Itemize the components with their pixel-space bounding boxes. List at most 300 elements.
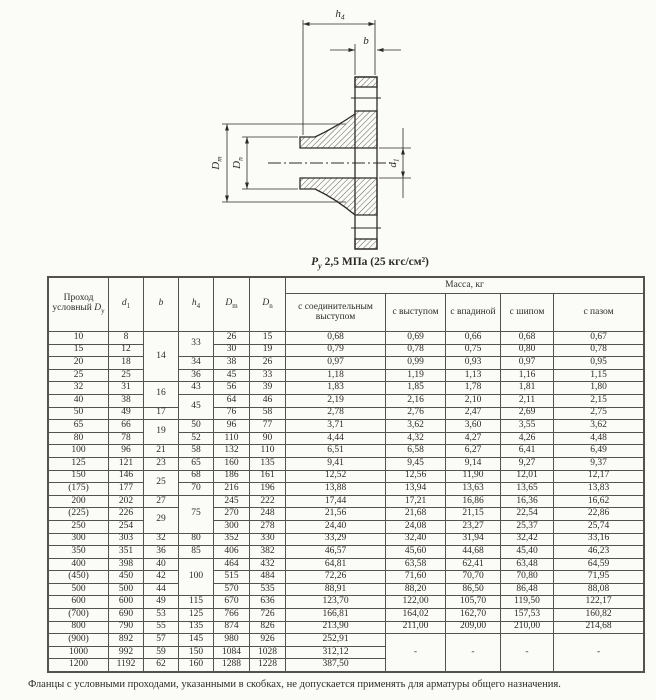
- cell-dy: (450): [49, 571, 109, 584]
- cell-b: 55: [144, 621, 179, 634]
- cell-dn: 330: [250, 533, 286, 546]
- cell-dm: 766: [214, 609, 250, 622]
- cell-dm: 300: [214, 520, 250, 533]
- cell-mass-joint: 3,71: [286, 420, 386, 433]
- cell-mass-protrusion: 9,45: [386, 457, 446, 470]
- dim-label-h4: $h_4$: [335, 8, 345, 22]
- cell-mass-protrusion: 17,21: [386, 495, 446, 508]
- cell-dn: 196: [250, 483, 286, 496]
- cell-d1: 600: [109, 596, 144, 609]
- cell-dm: 110: [214, 432, 250, 445]
- cell-dy: 15: [49, 344, 109, 357]
- cell-mass-recess: 70,70: [446, 571, 501, 584]
- cell-dm: 76: [214, 407, 250, 420]
- cell-b: 32: [144, 533, 179, 546]
- cell-mass-recess: 1,13: [446, 369, 501, 382]
- cell-mass-groove: 4,48: [554, 432, 644, 445]
- cell-mass-groove: 1,80: [554, 382, 644, 395]
- cell-dm: 406: [214, 546, 250, 559]
- cell-b: 40: [144, 558, 179, 571]
- cell-mass-joint: 13,88: [286, 483, 386, 496]
- cell-mass-tenon: 0,80: [501, 344, 554, 357]
- cell-mass-groove: 33,16: [554, 533, 644, 546]
- cell-dy: 250: [49, 520, 109, 533]
- cell-mass-groove: -: [554, 634, 644, 672]
- cell-mass-joint: 9,41: [286, 457, 386, 470]
- cell-d1: 450: [109, 571, 144, 584]
- cell-mass-protrusion: 71,60: [386, 571, 446, 584]
- ring-top-tip: [355, 77, 377, 87]
- cell-b: 21: [144, 445, 179, 458]
- cell-b: 59: [144, 646, 179, 659]
- cell-mass-tenon: 70,80: [501, 571, 554, 584]
- col-header-d1: $d_1$: [109, 278, 144, 332]
- table-row: [49, 546, 644, 559]
- table-row: [49, 470, 644, 483]
- col-header-dn: $D_n$: [250, 278, 286, 332]
- cell-h4: 68: [179, 470, 214, 483]
- table-row: [49, 621, 644, 634]
- cell-mass-groove: 0,67: [554, 332, 644, 345]
- cell-dn: 33: [250, 369, 286, 382]
- pressure-caption: $P_у$ 2,5 МПа (25 кгс/см²): [311, 256, 429, 271]
- cell-d1: 992: [109, 646, 144, 659]
- cell-mass-tenon: 16,36: [501, 495, 554, 508]
- cell-mass-protrusion: 0,78: [386, 344, 446, 357]
- cell-dy: 65: [49, 420, 109, 433]
- cell-mass-recess: 2,47: [446, 407, 501, 420]
- cell-mass-tenon: 9,27: [501, 457, 554, 470]
- cell-mass-joint: 123,70: [286, 596, 386, 609]
- cell-dm: 1084: [214, 646, 250, 659]
- col-header-mass-group: Масса, кг: [286, 278, 644, 294]
- cell-mass-groove: 160,82: [554, 609, 644, 622]
- cell-h4: 36: [179, 369, 214, 382]
- body-upper-half: [300, 111, 377, 148]
- cell-dn: 77: [250, 420, 286, 433]
- cell-mass-protrusion: 32,40: [386, 533, 446, 546]
- cell-mass-tenon: 22,54: [501, 508, 554, 521]
- cell-d1: 38: [109, 394, 144, 407]
- cell-mass-protrusion: 63,58: [386, 558, 446, 571]
- cell-dy: (900): [49, 634, 109, 647]
- cell-mass-groove: 1,15: [554, 369, 644, 382]
- cell-d1: 78: [109, 432, 144, 445]
- cell-d1: 146: [109, 470, 144, 483]
- cell-h4: 33: [179, 332, 214, 357]
- cell-mass-protrusion: 21,68: [386, 508, 446, 521]
- cell-mass-protrusion: 0,69: [386, 332, 446, 345]
- table-row: [49, 445, 644, 458]
- table-row: [49, 407, 644, 420]
- cell-dy: 400: [49, 558, 109, 571]
- cell-dm: 186: [214, 470, 250, 483]
- cell-mass-recess: 16,86: [446, 495, 501, 508]
- cell-dy: 25: [49, 369, 109, 382]
- table-row: [49, 508, 644, 521]
- cell-mass-tenon: 157,53: [501, 609, 554, 622]
- cell-dn: 432: [250, 558, 286, 571]
- cell-b: 29: [144, 508, 179, 533]
- cell-dm: 270: [214, 508, 250, 521]
- cell-mass-tenon: 6,41: [501, 445, 554, 458]
- cell-mass-protrusion: 88,20: [386, 583, 446, 596]
- cell-dy: 500: [49, 583, 109, 596]
- cell-d1: 49: [109, 407, 144, 420]
- cell-dy: 1200: [49, 659, 109, 672]
- table-row: [49, 457, 644, 470]
- cell-dm: 670: [214, 596, 250, 609]
- cell-b: 36: [144, 546, 179, 559]
- cell-dn: 636: [250, 596, 286, 609]
- table-row: [49, 344, 644, 357]
- cell-mass-joint: 1,83: [286, 382, 386, 395]
- cell-d1: 254: [109, 520, 144, 533]
- cell-dy: (175): [49, 483, 109, 496]
- cell-mass-joint: 387,50: [286, 659, 386, 672]
- cell-mass-protrusion: 3,62: [386, 420, 446, 433]
- cell-dn: 58: [250, 407, 286, 420]
- cell-dy: 150: [49, 470, 109, 483]
- cell-mass-joint: 1,18: [286, 369, 386, 382]
- cell-mass-tenon: -: [501, 634, 554, 672]
- cell-b: 44: [144, 583, 179, 596]
- cell-dn: 826: [250, 621, 286, 634]
- cell-dm: 132: [214, 445, 250, 458]
- cell-h4: 45: [179, 394, 214, 419]
- col-header-mass-joint: с соединительным выступом: [286, 294, 386, 332]
- cell-h4: 70: [179, 483, 214, 496]
- cell-mass-tenon: 32,42: [501, 533, 554, 546]
- cell-mass-recess: 209,00: [446, 621, 501, 634]
- cell-mass-tenon: 3,55: [501, 420, 554, 433]
- cell-dy: 800: [49, 621, 109, 634]
- cell-mass-tenon: 119,50: [501, 596, 554, 609]
- cell-mass-protrusion: 2,76: [386, 407, 446, 420]
- cell-mass-recess: 0,93: [446, 357, 501, 370]
- cell-dn: 535: [250, 583, 286, 596]
- cell-dy: (225): [49, 508, 109, 521]
- pressure-symbol: P: [311, 256, 319, 268]
- cell-b: 19: [144, 420, 179, 445]
- cell-dn: 46: [250, 394, 286, 407]
- cell-mass-joint: 213,90: [286, 621, 386, 634]
- cell-mass-recess: 62,41: [446, 558, 501, 571]
- cell-dy: 50: [49, 407, 109, 420]
- cell-mass-recess: 0,75: [446, 344, 501, 357]
- cell-mass-joint: 88,91: [286, 583, 386, 596]
- dim-label-b: b: [363, 35, 369, 47]
- cell-mass-protrusion: 1,19: [386, 369, 446, 382]
- cell-h4: 160: [179, 659, 214, 672]
- cell-mass-protrusion: 6,58: [386, 445, 446, 458]
- cell-dm: 464: [214, 558, 250, 571]
- cell-dn: 26: [250, 357, 286, 370]
- cell-dn: 39: [250, 382, 286, 395]
- cell-h4: 85: [179, 546, 214, 559]
- cell-dn: 926: [250, 634, 286, 647]
- cell-mass-tenon: 25,37: [501, 520, 554, 533]
- cell-dn: 278: [250, 520, 286, 533]
- cell-mass-groove: 16,62: [554, 495, 644, 508]
- cell-dm: 56: [214, 382, 250, 395]
- cell-d1: 66: [109, 420, 144, 433]
- cell-mass-recess: -: [446, 634, 501, 672]
- cell-mass-groove: 2,75: [554, 407, 644, 420]
- cell-mass-joint: 64,81: [286, 558, 386, 571]
- cell-d1: 177: [109, 483, 144, 496]
- cell-h4: 65: [179, 457, 214, 470]
- cell-mass-joint: 46,57: [286, 546, 386, 559]
- table-row: [49, 571, 644, 584]
- flange-table-body: [49, 332, 644, 672]
- cell-h4: 50: [179, 420, 214, 433]
- cell-mass-recess: 3,60: [446, 420, 501, 433]
- cell-dn: 161: [250, 470, 286, 483]
- cell-dm: 245: [214, 495, 250, 508]
- cell-mass-groove: 64,59: [554, 558, 644, 571]
- cell-dn: 135: [250, 457, 286, 470]
- cell-dy: (700): [49, 609, 109, 622]
- cell-dy: 100: [49, 445, 109, 458]
- cell-h4: 75: [179, 495, 214, 533]
- table-row: [49, 596, 644, 609]
- cell-d1: 690: [109, 609, 144, 622]
- cell-mass-recess: 162,70: [446, 609, 501, 622]
- cell-mass-protrusion: 2,16: [386, 394, 446, 407]
- cell-dm: 1288: [214, 659, 250, 672]
- cell-b: 42: [144, 571, 179, 584]
- cell-b: 57: [144, 634, 179, 647]
- cell-d1: 96: [109, 445, 144, 458]
- cell-dn: 222: [250, 495, 286, 508]
- cell-mass-groove: 71,95: [554, 571, 644, 584]
- cell-dm: 26: [214, 332, 250, 345]
- cell-dy: 80: [49, 432, 109, 445]
- cell-mass-recess: 13,63: [446, 483, 501, 496]
- cell-mass-recess: 1,78: [446, 382, 501, 395]
- cell-h4: 80: [179, 533, 214, 546]
- table-row: [49, 432, 644, 445]
- cell-dm: 980: [214, 634, 250, 647]
- col-header-mass-protrusion: с выступом: [386, 294, 446, 332]
- dim-label-dm: $D_m$: [210, 156, 224, 170]
- cell-mass-tenon: 210,00: [501, 621, 554, 634]
- cell-mass-joint: 0,79: [286, 344, 386, 357]
- cell-mass-protrusion: 4,32: [386, 432, 446, 445]
- cell-dy: 350: [49, 546, 109, 559]
- cell-d1: 31: [109, 382, 144, 395]
- table-row: [49, 483, 644, 496]
- ring-bottom-tip: [355, 239, 377, 249]
- dimension-b: [330, 44, 401, 75]
- cell-dn: 1228: [250, 659, 286, 672]
- cell-dn: 726: [250, 609, 286, 622]
- col-header-h4: $h_4$: [179, 278, 214, 332]
- cell-dn: 382: [250, 546, 286, 559]
- cell-mass-protrusion: -: [386, 634, 446, 672]
- cell-mass-tenon: 13,65: [501, 483, 554, 496]
- cell-dm: 352: [214, 533, 250, 546]
- cell-dm: 570: [214, 583, 250, 596]
- cell-dn: 1028: [250, 646, 286, 659]
- cell-h4: 150: [179, 646, 214, 659]
- cell-b: 62: [144, 659, 179, 672]
- cell-mass-joint: 6,51: [286, 445, 386, 458]
- cell-mass-protrusion: 211,00: [386, 621, 446, 634]
- cell-d1: 18: [109, 357, 144, 370]
- cell-d1: 25: [109, 369, 144, 382]
- cell-mass-recess: 4,27: [446, 432, 501, 445]
- cell-mass-joint: 72,26: [286, 571, 386, 584]
- cell-mass-joint: 33,29: [286, 533, 386, 546]
- cell-h4: 58: [179, 445, 214, 458]
- cell-d1: 351: [109, 546, 144, 559]
- cell-dy: 1000: [49, 646, 109, 659]
- table-row: [49, 332, 644, 345]
- cell-h4: 34: [179, 357, 214, 370]
- cell-dn: 19: [250, 344, 286, 357]
- cell-b: 23: [144, 457, 179, 470]
- cell-d1: 303: [109, 533, 144, 546]
- cell-mass-joint: 0,68: [286, 332, 386, 345]
- cell-mass-joint: 0,97: [286, 357, 386, 370]
- cell-mass-recess: 0,66: [446, 332, 501, 345]
- cell-mass-groove: 25,74: [554, 520, 644, 533]
- cell-h4: 100: [179, 558, 214, 596]
- table-row: [49, 609, 644, 622]
- col-header-b: b: [144, 278, 179, 332]
- cell-mass-groove: 122,17: [554, 596, 644, 609]
- table-row: [49, 533, 644, 546]
- table-row: [49, 357, 644, 370]
- cell-mass-groove: 6,49: [554, 445, 644, 458]
- cell-mass-tenon: 12,01: [501, 470, 554, 483]
- cell-mass-protrusion: 0,99: [386, 357, 446, 370]
- cell-mass-recess: 6,27: [446, 445, 501, 458]
- cell-b: 53: [144, 609, 179, 622]
- cell-mass-tenon: 63,48: [501, 558, 554, 571]
- cell-mass-recess: 21,15: [446, 508, 501, 521]
- cell-d1: 398: [109, 558, 144, 571]
- cell-mass-protrusion: 122,00: [386, 596, 446, 609]
- cell-mass-protrusion: 164,02: [386, 609, 446, 622]
- cell-b: 14: [144, 332, 179, 382]
- cell-h4: 135: [179, 621, 214, 634]
- cell-mass-joint: 12,52: [286, 470, 386, 483]
- cell-h4: 115: [179, 596, 214, 609]
- table-row: [49, 382, 644, 395]
- cell-d1: 8: [109, 332, 144, 345]
- body-lower-half: [300, 178, 377, 215]
- cell-dm: 38: [214, 357, 250, 370]
- cell-mass-groove: 46,23: [554, 546, 644, 559]
- table-row: [49, 420, 644, 433]
- cell-mass-joint: 166,81: [286, 609, 386, 622]
- cell-dm: 64: [214, 394, 250, 407]
- cell-d1: 121: [109, 457, 144, 470]
- cell-dy: 10: [49, 332, 109, 345]
- col-header-dm: $D_m$: [214, 278, 250, 332]
- cell-h4: 52: [179, 432, 214, 445]
- col-header-mass-tenon: с шипом: [501, 294, 554, 332]
- cell-mass-tenon: 86,48: [501, 583, 554, 596]
- cell-mass-recess: 44,68: [446, 546, 501, 559]
- cell-mass-joint: 2,78: [286, 407, 386, 420]
- col-header-mass-recess: с впадиной: [446, 294, 501, 332]
- footnote: Фланцы с условными проходами, указанными в скобках, не допускается применять для арматуры общего назначения.: [28, 679, 561, 690]
- col-header-dy: Проход условный $D_у$: [49, 278, 109, 332]
- cell-dm: 30: [214, 344, 250, 357]
- table-row: [49, 369, 644, 382]
- cell-mass-recess: 9,14: [446, 457, 501, 470]
- cell-mass-groove: 0,78: [554, 344, 644, 357]
- cell-mass-recess: 2,10: [446, 394, 501, 407]
- cell-mass-tenon: 2,69: [501, 407, 554, 420]
- cell-dy: 125: [49, 457, 109, 470]
- cell-mass-protrusion: 45,60: [386, 546, 446, 559]
- cell-dm: 45: [214, 369, 250, 382]
- cell-dy: 300: [49, 533, 109, 546]
- cell-mass-groove: 3,62: [554, 420, 644, 433]
- cell-d1: 500: [109, 583, 144, 596]
- cell-mass-joint: 17,44: [286, 495, 386, 508]
- cell-mass-joint: 4,44: [286, 432, 386, 445]
- cell-dn: 484: [250, 571, 286, 584]
- cell-b: 49: [144, 596, 179, 609]
- cell-dy: 32: [49, 382, 109, 395]
- table-row: [49, 495, 644, 508]
- cell-mass-joint: 21,56: [286, 508, 386, 521]
- flange-section-drawing: [170, 0, 500, 253]
- cell-d1: 12: [109, 344, 144, 357]
- cell-dy: 40: [49, 394, 109, 407]
- cell-mass-groove: 9,37: [554, 457, 644, 470]
- cell-b: 17: [144, 407, 179, 420]
- cell-d1: 202: [109, 495, 144, 508]
- table-row: [49, 520, 644, 533]
- cell-dn: 248: [250, 508, 286, 521]
- cell-d1: 1192: [109, 659, 144, 672]
- cell-dy: 600: [49, 596, 109, 609]
- cell-b: 25: [144, 470, 179, 495]
- cell-dn: 15: [250, 332, 286, 345]
- cell-dm: 96: [214, 420, 250, 433]
- cell-h4: 43: [179, 382, 214, 395]
- cell-h4: 145: [179, 634, 214, 647]
- cell-mass-groove: 88,08: [554, 583, 644, 596]
- cell-mass-tenon: 2,11: [501, 394, 554, 407]
- cell-d1: 790: [109, 621, 144, 634]
- cell-mass-tenon: 0,68: [501, 332, 554, 345]
- cell-dn: 90: [250, 432, 286, 445]
- cell-dn: 110: [250, 445, 286, 458]
- cell-mass-joint: 252,91: [286, 634, 386, 647]
- cell-mass-joint: 24,40: [286, 520, 386, 533]
- table-row: [49, 394, 644, 407]
- cell-mass-recess: 31,94: [446, 533, 501, 546]
- cell-mass-joint: 2,19: [286, 394, 386, 407]
- cell-mass-groove: 214,68: [554, 621, 644, 634]
- cell-mass-groove: 2,15: [554, 394, 644, 407]
- cell-dm: 515: [214, 571, 250, 584]
- cell-d1: 892: [109, 634, 144, 647]
- flange-dimensions-table: [48, 277, 644, 672]
- cell-h4: 125: [179, 609, 214, 622]
- cell-mass-tenon: 1,81: [501, 382, 554, 395]
- cell-mass-groove: 12,17: [554, 470, 644, 483]
- cell-mass-recess: 23,27: [446, 520, 501, 533]
